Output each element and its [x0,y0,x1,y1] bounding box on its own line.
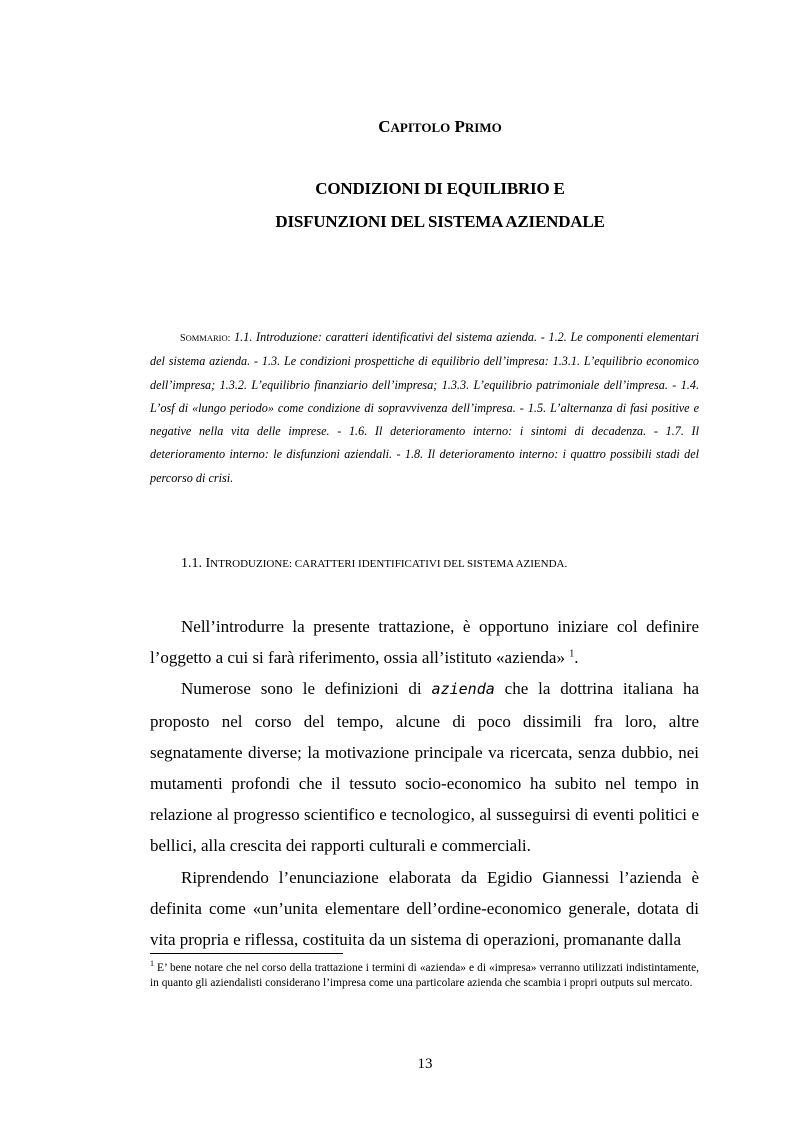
chapter-title-line1: CONDIZIONI DI EQUILIBRIO E [315,179,565,198]
summary-label-colon: : [227,333,231,344]
section-title-rest: NTRODUZIONE: CARATTERI IDENTIFICATIVI DEL SISTEMA AZIENDA. [210,558,568,570]
section-title-initial: I [205,556,211,571]
paragraph-3-text: Riprendendo l’enunciazione elaborata da Egidio Giannessi l’azienda è definita come «un’unita elementare dell’ordine-economico generale, dotata di vita propria e riflessa, costituita da un sistema di operazioni, promanante dalla [150,867,699,950]
chapter-label-word1-initial: C [378,117,391,136]
paragraph-3 [150,862,699,956]
paragraph-2-emphasis: azienda [431,680,495,699]
paragraph-2-rest: che la dottrina italiana ha proposto nel corso del tempo, alcune di poco dissimili fra loro, altre segnatamente diverse; la motivazione principale va ricercata, senza dubbio, nei mutamenti profondi che il tessuto socio-economico ha subito nel tempo in relazione al progresso scientifico e tecnologico, al susseguirsi di eventi politici e bellici, alla crescita dei rapporti culturali e commerciali. [150,679,699,856]
paragraph-2-start: Numerose sono le definizioni di [181,679,432,699]
footnote-number: 1 [150,959,154,969]
footnote-separator [150,953,343,954]
page-number: 13 [417,1056,433,1072]
footnote [150,961,699,991]
chapter-label [0,117,795,137]
body-text [150,611,699,955]
paragraph-2 [150,673,699,861]
summary-text: 1.1. Introduzione: caratteri identificativi del sistema azienda. - 1.2. Le componenti elementari del sistema azienda. - 1.3. Le condizioni prospettiche di equilibrio dell’impresa: 1.3.1. L’equilibrio economico dell’impresa; 1.3.2. L’equilibrio finanziario dell’impresa; 1.3.3. L’equilibrio patrimoniale dell’impresa. - 1.4. L’osf di «lungo periodo» come condizione di sopravvivenza dell’impresa. - 1.5. L’alternanza di fasi positive e negative nella vita delle imprese. - 1.6. Il deterioramento interno: i sintomi di decadenza. - 1.7. Il deterioramento interno: le disfunzioni aziendali. - 1.8. Il deterioramento interno: i quattro possibili stadi del percorso di crisi. [150,330,700,485]
paragraph-1 [150,611,699,673]
footnote-text: E’ bene notare che nel corso della trattazione i termini di «azienda» e di «impresa» verranno utilizzati indistintamente, in quanto gli aziendalisti considerano l’impresa come una particolare azienda che scambia i propri outputs sul mercato. [150,962,699,990]
chapter-summary [150,326,699,490]
paragraph-1-end: . [574,648,579,668]
chapter-label-word2-rest: RIMO [464,120,502,135]
section-heading [181,556,567,572]
chapter-title-line2: DISFUNZIONI DEL SISTEMA AZIENDALE [275,212,605,231]
footnote-reference[interactable]: 1 [569,648,575,660]
summary-label-initial: S [180,333,186,344]
chapter-label-word1-rest: APITOLO [390,120,451,135]
section-number: 1.1. [181,556,206,571]
chapter-label-word2-initial: P [454,117,465,136]
summary-label-rest: OMMARIO [185,333,228,343]
paragraph-1-text: Nell’introdurre la presente trattazione, è opportuno iniziare col definire l’oggetto a cui si farà riferimento, ossia all’istituto «azienda» [150,617,699,668]
